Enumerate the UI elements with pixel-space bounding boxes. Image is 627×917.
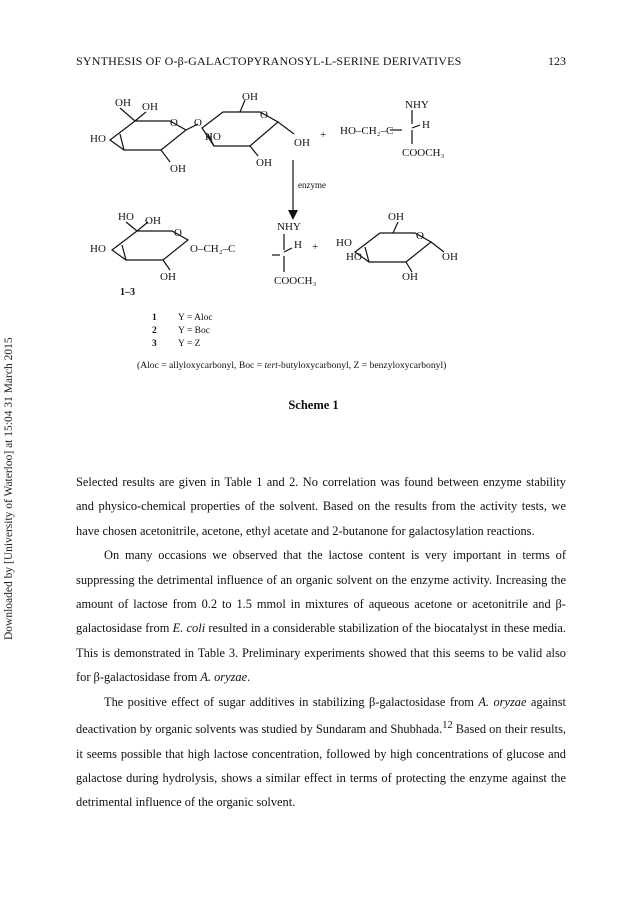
label-oh: OH (160, 271, 176, 283)
compound-definition: Y = Boc (178, 326, 210, 336)
label-oh: OH (170, 163, 186, 175)
label-oh: OH (115, 97, 131, 109)
compound-row (152, 325, 213, 338)
label-ho: HO (346, 251, 362, 263)
page-number: 123 (548, 54, 566, 68)
reaction-scheme (90, 90, 530, 305)
compound-number: 1 (152, 313, 157, 323)
abbreviation-note: (Aloc = allyloxycarbonyl, Boc = tert-butyloxycarbonyl, Z = benzyloxycarbonyl) (137, 360, 447, 371)
compound-definition: Y = Aloc (178, 313, 213, 323)
label-oh: OH (142, 101, 158, 113)
compound-definition: Y = Z (178, 339, 201, 349)
compound-row (152, 312, 213, 325)
label-o: O (416, 230, 424, 242)
label-h: H (422, 119, 430, 131)
label-o: O (174, 227, 182, 239)
running-title: SYNTHESIS OF O-β-GALACTOPYRANOSYL-L-SERINE DERIVATIVES (76, 54, 462, 68)
label-h: H (294, 239, 302, 251)
label-cooch3: COOCH₃ (274, 275, 317, 287)
label-ho: HO (205, 131, 221, 143)
label-ho: HO (118, 211, 134, 223)
label-ho: HO (336, 237, 352, 249)
label-ho: HO (90, 243, 106, 255)
body-text (76, 470, 566, 815)
compound-row (152, 338, 213, 351)
label-oh: OH (294, 137, 310, 149)
label-plus: + (320, 129, 327, 141)
label-cooch3: COOCH₃ (402, 147, 445, 159)
label-ho: HO (90, 133, 106, 145)
paragraph: Selected results are given in Table 1 and 2. No correlation was found between enzyme stability and physico-chemical properties of the solvent. Based on the results from the activity tests, we have chosen acetonitrile, acetone, ethyl acetate and 2-butanone for galactosylation reactions. (76, 475, 566, 538)
compound-legend (152, 312, 213, 351)
scheme-title: Scheme 1 (288, 398, 339, 412)
label-oh: OH (242, 91, 258, 103)
label-nhy: NHY (277, 221, 301, 233)
download-stamp: Downloaded by [University of Waterloo] at 15:04 31 March 2015 (3, 337, 15, 640)
label-oh: OH (442, 251, 458, 263)
reference-12: 12 (442, 720, 453, 732)
compound-number: 2 (152, 326, 157, 336)
label-serine-chain: HO–CH₂–C (340, 125, 394, 137)
label-oh: OH (256, 157, 272, 169)
label-oh: OH (388, 211, 404, 223)
label-o: O (194, 117, 202, 129)
label-o: O (260, 109, 268, 121)
label-enzyme: enzyme (298, 180, 326, 190)
compound-number: 3 (152, 339, 157, 349)
label-oh: OH (402, 271, 418, 283)
label-galactosyl-chain: O–CH₂–C (190, 243, 236, 255)
label-nhy: NHY (405, 99, 429, 111)
compound-range: 1–3 (120, 287, 135, 298)
label-plus: + (312, 241, 319, 253)
paragraph: The positive effect of sugar additives in stabilizing β-galactosidase from A. oryzae against deactivation by organic solvents was studied by Sundaram and Shubhada.$^{12}$ Based on their results, it seems possible that high lactose concentration, followed by high concentrations of glucose and galactose during hydrolysis, shows a similar effect in terms of protecting the enzyme against the detrimental influence of the organic solvent. (76, 694, 566, 810)
paragraph: On many occasions we observed that the lactose content is very important in terms of suppressing the detrimental influence of an organic solvent on the enzyme activity. Increasing the amount of lactose from 0.2 to 1.5 mmol in mixtures of aqueous acetone or acetonitrile and β-galactosidase from E. coli resulted in a considerable stabilization of the biocatalyst in these media. This is demonstrated in Table 3. Preliminary experiments showed that this seems to be valid also for β-galactosidase from A. oryzae. (76, 548, 566, 685)
label-oh: OH (145, 215, 161, 227)
label-o: O (170, 117, 178, 129)
